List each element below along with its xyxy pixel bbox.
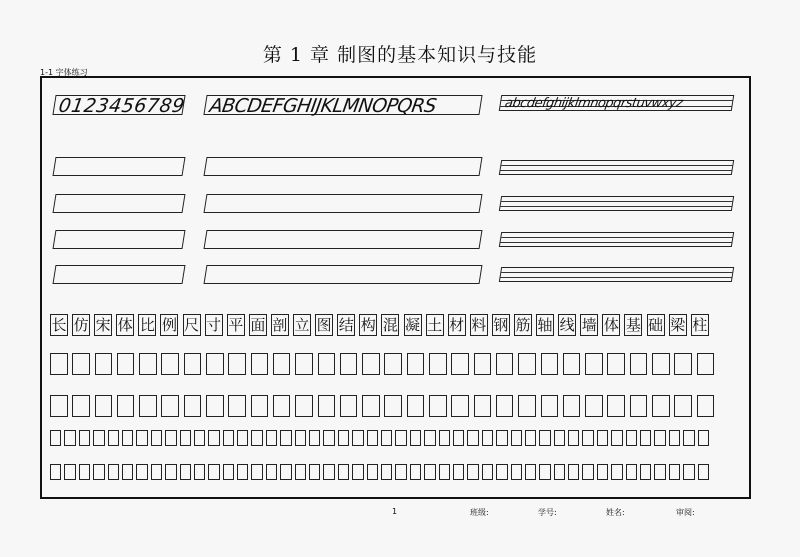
student-no-label: 学号:	[538, 508, 557, 517]
hanzi-char: 比	[139, 316, 155, 334]
writing-box[interactable]	[381, 464, 392, 480]
writing-box[interactable]	[228, 395, 246, 417]
writing-box[interactable]	[525, 464, 536, 480]
writing-box[interactable]	[582, 464, 593, 480]
hanzi-char: 柱	[692, 316, 708, 334]
writing-box[interactable]	[674, 395, 692, 417]
writing-box[interactable]	[367, 430, 378, 446]
writing-box[interactable]	[318, 353, 336, 375]
page-number: 1	[392, 507, 398, 516]
writing-box[interactable]	[539, 464, 550, 480]
writing-box[interactable]	[496, 353, 514, 375]
hanzi-char: 构	[360, 316, 376, 334]
writing-box[interactable]	[309, 464, 320, 480]
uppercase-practice-band	[203, 194, 482, 213]
writing-box[interactable]	[318, 395, 336, 417]
writing-box[interactable]	[582, 430, 593, 446]
writing-box[interactable]	[467, 464, 478, 480]
hanzi-char: 础	[648, 316, 664, 334]
writing-box[interactable]	[451, 353, 469, 375]
hanzi-char: 凝	[404, 316, 420, 334]
writing-box[interactable]	[237, 430, 248, 446]
writing-box[interactable]	[511, 464, 522, 480]
page-title: 第 1 章 制图的基本知识与技能	[262, 44, 538, 66]
writing-box[interactable]	[165, 464, 176, 480]
writing-box[interactable]	[208, 464, 219, 480]
writing-box[interactable]	[525, 430, 536, 446]
writing-box[interactable]	[266, 464, 277, 480]
hanzi-char: 长	[51, 316, 67, 334]
digit-band	[52, 95, 185, 115]
writing-box[interactable]	[95, 353, 113, 375]
writing-box[interactable]	[554, 430, 565, 446]
writing-box[interactable]	[451, 395, 469, 417]
writing-box[interactable]	[424, 430, 435, 446]
writing-box[interactable]	[280, 464, 291, 480]
hanzi-char: 线	[559, 316, 575, 334]
hanzi-char: 土	[427, 316, 443, 334]
writing-box[interactable]	[654, 464, 665, 480]
large-box-row	[50, 395, 714, 417]
writing-box[interactable]	[352, 464, 363, 480]
writing-box[interactable]	[136, 464, 147, 480]
lowercase-practice-band	[499, 267, 734, 282]
hanzi-char: 筋	[515, 316, 531, 334]
writing-box[interactable]	[539, 430, 550, 446]
writing-box[interactable]	[384, 353, 402, 375]
writing-box[interactable]	[496, 464, 507, 480]
writing-box[interactable]	[541, 353, 559, 375]
writing-box[interactable]	[206, 353, 224, 375]
writing-box[interactable]	[381, 430, 392, 446]
writing-box[interactable]	[439, 464, 450, 480]
writing-box[interactable]	[50, 464, 61, 480]
writing-box[interactable]	[151, 464, 162, 480]
hanzi-char: 例	[161, 316, 177, 334]
writing-box[interactable]	[597, 430, 608, 446]
writing-box[interactable]	[237, 464, 248, 480]
writing-box[interactable]	[139, 395, 157, 417]
writing-box[interactable]	[266, 430, 277, 446]
writing-box[interactable]	[410, 430, 421, 446]
writing-box[interactable]	[338, 430, 349, 446]
writing-box[interactable]	[184, 353, 202, 375]
writing-box[interactable]	[568, 430, 579, 446]
writing-box[interactable]	[669, 430, 680, 446]
writing-box[interactable]	[208, 430, 219, 446]
writing-box[interactable]	[340, 353, 358, 375]
small-box-row	[50, 464, 709, 480]
hanzi-char: 仿	[73, 316, 89, 334]
writing-box[interactable]	[395, 464, 406, 480]
writing-box[interactable]	[518, 395, 536, 417]
digit-practice-band	[52, 194, 185, 213]
hanzi-char: 墙	[581, 316, 597, 334]
hanzi-char: 寸	[206, 316, 222, 334]
writing-box[interactable]	[122, 464, 133, 480]
writing-box[interactable]	[194, 464, 205, 480]
writing-box[interactable]	[323, 430, 334, 446]
uppercase-sample: ABCDEFGHIJKLMNOPQRS	[208, 95, 438, 117]
writing-box[interactable]	[206, 395, 224, 417]
writing-box[interactable]	[251, 464, 262, 480]
writing-box[interactable]	[161, 395, 179, 417]
writing-box[interactable]	[151, 430, 162, 446]
writing-box[interactable]	[585, 395, 603, 417]
lowercase-practice-band	[499, 160, 734, 175]
writing-box[interactable]	[362, 395, 380, 417]
writing-box[interactable]	[95, 395, 113, 417]
hanzi-char: 基	[625, 316, 641, 334]
writing-box[interactable]	[340, 395, 358, 417]
writing-box[interactable]	[611, 430, 622, 446]
writing-box[interactable]	[429, 353, 447, 375]
lowercase-practice-band	[499, 196, 734, 211]
writing-box[interactable]	[64, 430, 75, 446]
writing-box[interactable]	[439, 430, 450, 446]
writing-box[interactable]	[79, 430, 90, 446]
writing-box[interactable]	[467, 430, 478, 446]
writing-box[interactable]	[352, 430, 363, 446]
writing-box[interactable]	[518, 353, 536, 375]
writing-box[interactable]	[474, 395, 492, 417]
writing-box[interactable]	[136, 430, 147, 446]
hanzi-char: 材	[449, 316, 465, 334]
writing-box[interactable]	[698, 430, 709, 446]
digit-practice-band	[52, 157, 185, 176]
writing-box[interactable]	[64, 464, 75, 480]
writing-box[interactable]	[630, 395, 648, 417]
lowercase-practice-band	[499, 232, 734, 247]
writing-box[interactable]	[273, 395, 291, 417]
writing-box[interactable]	[541, 395, 559, 417]
writing-box[interactable]	[50, 430, 61, 446]
writing-box[interactable]	[496, 395, 514, 417]
writing-box[interactable]	[585, 353, 603, 375]
hanzi-char: 轴	[537, 316, 553, 334]
writing-box[interactable]	[139, 353, 157, 375]
writing-box[interactable]	[295, 464, 306, 480]
writing-box[interactable]	[184, 395, 202, 417]
uppercase-practice-band	[203, 230, 482, 249]
writing-box[interactable]	[640, 430, 651, 446]
hanzi-char: 剖	[272, 316, 288, 334]
writing-box[interactable]	[384, 395, 402, 417]
digit-practice-band	[52, 265, 185, 284]
writing-box[interactable]	[223, 430, 234, 446]
writing-box[interactable]	[117, 353, 135, 375]
uppercase-practice-band	[203, 265, 482, 284]
digit-practice-band	[52, 230, 185, 249]
writing-box[interactable]	[654, 430, 665, 446]
writing-box[interactable]	[362, 353, 380, 375]
writing-box[interactable]	[194, 430, 205, 446]
writing-box[interactable]	[424, 464, 435, 480]
hanzi-char: 图	[316, 316, 332, 334]
writing-box[interactable]	[607, 395, 625, 417]
writing-box[interactable]	[251, 353, 269, 375]
writing-box[interactable]	[697, 395, 715, 417]
writing-box[interactable]	[295, 353, 313, 375]
hanzi-char: 宋	[95, 316, 111, 334]
lowercase-band	[499, 95, 735, 111]
lowercase-sample: abcdefghijklmnopqrstuvwxyz	[503, 96, 684, 111]
hanzi-char: 立	[294, 316, 310, 334]
writing-box[interactable]	[108, 430, 119, 446]
writing-box[interactable]	[407, 395, 425, 417]
writing-box[interactable]	[72, 395, 90, 417]
writing-box[interactable]	[554, 464, 565, 480]
large-box-row	[50, 353, 714, 375]
name-label: 姓名:	[606, 508, 625, 517]
writing-box[interactable]	[640, 464, 651, 480]
writing-box[interactable]	[563, 353, 581, 375]
writing-box[interactable]	[72, 353, 90, 375]
writing-box[interactable]	[482, 464, 493, 480]
writing-box[interactable]	[611, 464, 622, 480]
writing-box[interactable]	[273, 353, 291, 375]
hanzi-char: 混	[382, 316, 398, 334]
writing-box[interactable]	[367, 464, 378, 480]
writing-box[interactable]	[50, 353, 68, 375]
writing-box[interactable]	[697, 353, 715, 375]
hanzi-char: 尺	[184, 316, 200, 334]
reviewer-label: 审阅:	[676, 508, 695, 517]
writing-box[interactable]	[683, 464, 694, 480]
writing-box[interactable]	[496, 430, 507, 446]
hanzi-char: 结	[338, 316, 354, 334]
writing-box[interactable]	[626, 464, 637, 480]
exercise-label: 1-1 字体练习	[40, 68, 88, 77]
writing-box[interactable]	[669, 464, 680, 480]
writing-box[interactable]	[165, 430, 176, 446]
writing-box[interactable]	[280, 430, 291, 446]
writing-box[interactable]	[180, 464, 191, 480]
writing-box[interactable]	[309, 430, 320, 446]
hanzi-char: 体	[603, 316, 619, 334]
writing-box[interactable]	[395, 430, 406, 446]
writing-box[interactable]	[93, 430, 104, 446]
writing-box[interactable]	[563, 395, 581, 417]
writing-box[interactable]	[108, 464, 119, 480]
writing-box[interactable]	[429, 395, 447, 417]
writing-box[interactable]	[295, 395, 313, 417]
digit-sample: 0123456789	[57, 95, 187, 117]
writing-box[interactable]	[93, 464, 104, 480]
writing-box[interactable]	[122, 430, 133, 446]
writing-box[interactable]	[698, 464, 709, 480]
writing-box[interactable]	[323, 464, 334, 480]
writing-box[interactable]	[407, 353, 425, 375]
writing-box[interactable]	[117, 395, 135, 417]
writing-box[interactable]	[410, 464, 421, 480]
writing-box[interactable]	[453, 464, 464, 480]
writing-box[interactable]	[607, 353, 625, 375]
writing-box[interactable]	[652, 353, 670, 375]
writing-box[interactable]	[251, 430, 262, 446]
hanzi-char: 梁	[670, 316, 686, 334]
writing-box[interactable]	[228, 353, 246, 375]
writing-box[interactable]	[568, 464, 579, 480]
small-box-row	[50, 430, 709, 446]
hanzi-char: 钢	[493, 316, 509, 334]
writing-box[interactable]	[597, 464, 608, 480]
writing-box[interactable]	[683, 430, 694, 446]
writing-box[interactable]	[482, 430, 493, 446]
writing-box[interactable]	[79, 464, 90, 480]
hanzi-char: 面	[250, 316, 266, 334]
writing-box[interactable]	[223, 464, 234, 480]
hanzi-sample-row	[50, 314, 709, 336]
writing-box[interactable]	[338, 464, 349, 480]
writing-box[interactable]	[630, 353, 648, 375]
writing-box[interactable]	[674, 353, 692, 375]
writing-box[interactable]	[50, 395, 68, 417]
writing-box[interactable]	[295, 430, 306, 446]
writing-box[interactable]	[161, 353, 179, 375]
writing-box[interactable]	[652, 395, 670, 417]
writing-box[interactable]	[474, 353, 492, 375]
uppercase-band	[203, 95, 482, 115]
uppercase-practice-band	[203, 157, 482, 176]
hanzi-char: 体	[117, 316, 133, 334]
hanzi-char: 平	[228, 316, 244, 334]
hanzi-char: 料	[471, 316, 487, 334]
class-label: 班级:	[470, 508, 489, 517]
writing-box[interactable]	[251, 395, 269, 417]
writing-box[interactable]	[453, 430, 464, 446]
writing-box[interactable]	[626, 430, 637, 446]
writing-box[interactable]	[511, 430, 522, 446]
writing-box[interactable]	[180, 430, 191, 446]
